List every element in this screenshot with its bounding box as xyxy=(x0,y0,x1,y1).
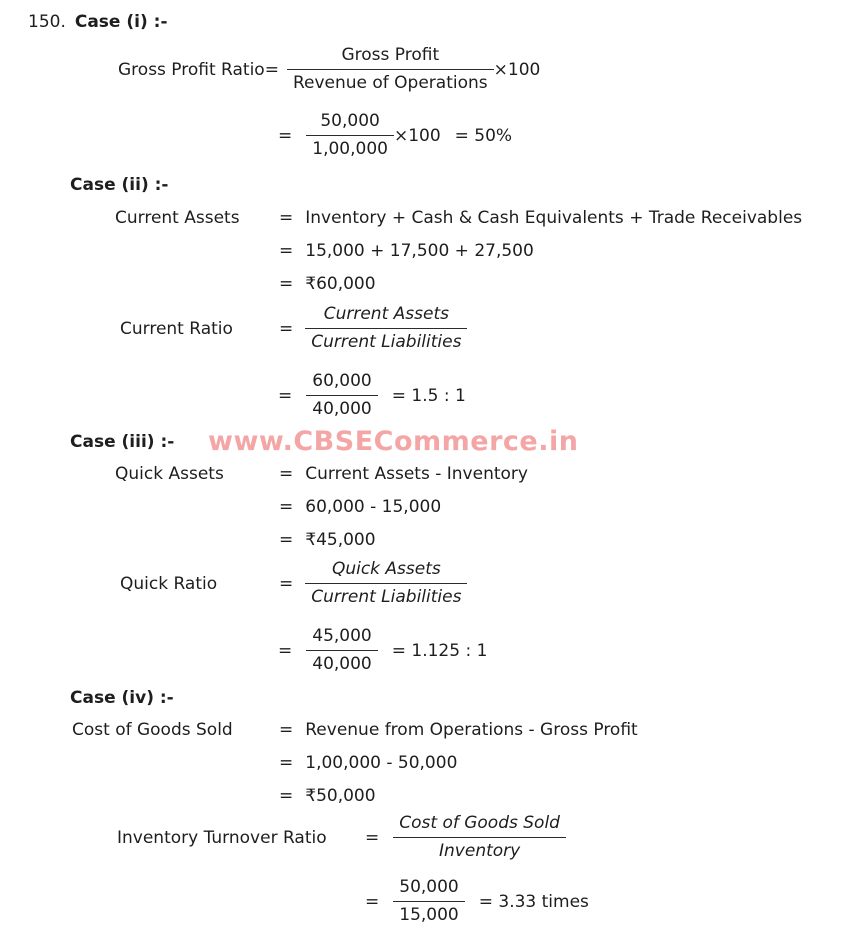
case4-ratio-numerator: Cost of Goods Sold xyxy=(393,812,566,838)
case2-ratio-equals: = xyxy=(279,318,294,339)
case1-calc-denominator: 1,00,000 xyxy=(312,139,388,160)
case3-line3-equals: = xyxy=(279,530,294,550)
case4-ratio-fraction xyxy=(393,812,566,864)
case3-ratio-label: Quick Ratio xyxy=(120,573,218,594)
case2-ratio-label: Current Ratio xyxy=(120,318,233,339)
case1-calc-result: = 50% xyxy=(454,125,513,146)
case4-calc-denominator: 15,000 xyxy=(399,905,459,926)
case2-ratio-row xyxy=(120,303,467,355)
case3-line1-label: Quick Assets xyxy=(115,464,224,484)
case1-formula-fraction xyxy=(287,44,494,96)
case3-line1-value: Current Assets - Inventory xyxy=(305,464,528,484)
case2-line1-value: Inventory + Cash & Cash Equivalents + Trade Receivables xyxy=(305,208,803,228)
case2-ratio-denominator: Current Liabilities xyxy=(311,332,462,353)
case4-line3-value: ₹50,000 xyxy=(305,786,376,806)
watermark: www.CBSECommerce.in xyxy=(208,426,579,457)
case3-ratio-denominator: Current Liabilities xyxy=(311,587,462,608)
case2-ratio-fraction xyxy=(305,303,467,355)
case4-ratio-denominator: Inventory xyxy=(439,841,521,862)
case4-line1 xyxy=(72,720,638,740)
question-heading-row xyxy=(28,12,168,32)
case1-formula-row xyxy=(118,44,540,96)
case4-heading: Case (iv) :- xyxy=(70,688,174,708)
case4-ratio-row xyxy=(117,812,566,864)
case4-calc-row xyxy=(365,876,589,928)
case2-line3-value: ₹60,000 xyxy=(305,274,376,294)
case1-calc-multiplier: ×100 xyxy=(393,125,441,146)
case2-calc-numerator: 60,000 xyxy=(306,370,377,396)
case2-line2 xyxy=(279,241,534,261)
case4-line3 xyxy=(279,786,376,806)
case4-line1-label: Cost of Goods Sold xyxy=(72,720,233,740)
case2-line1-equals: = xyxy=(279,208,294,228)
case1-formula-denominator: Revenue of Operations xyxy=(292,73,488,94)
case2-heading-row xyxy=(70,175,168,195)
case3-line3 xyxy=(279,530,376,550)
case4-calc-numerator: 50,000 xyxy=(393,876,464,902)
case1-heading: Case (i) :- xyxy=(74,12,168,32)
case1-formula-multiplier: ×100 xyxy=(493,59,541,80)
case3-ratio-fraction xyxy=(305,558,467,610)
case3-calc-denominator: 40,000 xyxy=(312,654,372,675)
case3-heading-row xyxy=(70,432,174,452)
case3-line3-value: ₹45,000 xyxy=(305,530,376,550)
case1-formula-numerator: Gross Profit xyxy=(287,44,494,70)
case4-line2-value: 1,00,000 - 50,000 xyxy=(305,753,458,773)
case3-calc-fraction xyxy=(306,625,377,677)
case2-line1 xyxy=(115,208,802,228)
case3-calc-result: = 1.125 : 1 xyxy=(391,640,488,661)
case1-calc-equals: = xyxy=(278,125,293,146)
case2-ratio-numerator: Current Assets xyxy=(305,303,467,329)
case2-heading: Case (ii) :- xyxy=(70,175,169,195)
case1-ratio-label: Gross Profit Ratio= xyxy=(118,59,279,80)
case2-calc-row xyxy=(278,370,466,422)
case3-line1-equals: = xyxy=(279,464,294,484)
case4-calc-equals: = xyxy=(365,891,380,912)
case4-line3-equals: = xyxy=(279,786,294,806)
case3-ratio-equals: = xyxy=(279,573,294,594)
case3-line1 xyxy=(115,464,528,484)
case2-line3 xyxy=(279,274,376,294)
case3-calc-numerator: 45,000 xyxy=(306,625,377,651)
case4-calc-fraction xyxy=(393,876,464,928)
case4-line2 xyxy=(279,753,457,773)
case4-line1-equals: = xyxy=(279,720,294,740)
case2-calc-equals: = xyxy=(278,385,293,406)
case3-line2-equals: = xyxy=(279,497,294,517)
case1-calc-fraction-group xyxy=(306,110,440,162)
question-number: 150. xyxy=(28,12,66,32)
case2-calc-result: = 1.5 : 1 xyxy=(391,385,466,406)
case1-calc-fraction xyxy=(306,110,394,162)
case4-calc-result: = 3.33 times xyxy=(478,891,589,912)
case1-calc-numerator: 50,000 xyxy=(306,110,394,136)
case4-ratio-label: Inventory Turnover Ratio xyxy=(117,827,327,848)
case2-line2-value: 15,000 + 17,500 + 27,500 xyxy=(305,241,534,261)
case1-calc-row xyxy=(278,110,512,162)
case4-line2-equals: = xyxy=(279,753,294,773)
case4-ratio-equals: = xyxy=(365,827,380,848)
case4-line1-value: Revenue from Operations - Gross Profit xyxy=(305,720,638,740)
case3-calc-equals: = xyxy=(278,640,293,661)
case3-ratio-numerator: Quick Assets xyxy=(305,558,467,584)
case2-calc-denominator: 40,000 xyxy=(312,399,372,420)
case3-line2 xyxy=(279,497,441,517)
case2-calc-fraction xyxy=(306,370,377,422)
case4-heading-row xyxy=(70,688,174,708)
case3-line2-value: 60,000 - 15,000 xyxy=(305,497,442,517)
case3-calc-row xyxy=(278,625,487,677)
case3-heading: Case (iii) :- xyxy=(70,432,175,452)
case2-line3-equals: = xyxy=(279,274,294,294)
case3-ratio-row xyxy=(120,558,467,610)
case2-line1-label: Current Assets xyxy=(115,208,240,228)
case2-line2-equals: = xyxy=(279,241,294,261)
case1-formula-fraction-group xyxy=(287,44,540,96)
